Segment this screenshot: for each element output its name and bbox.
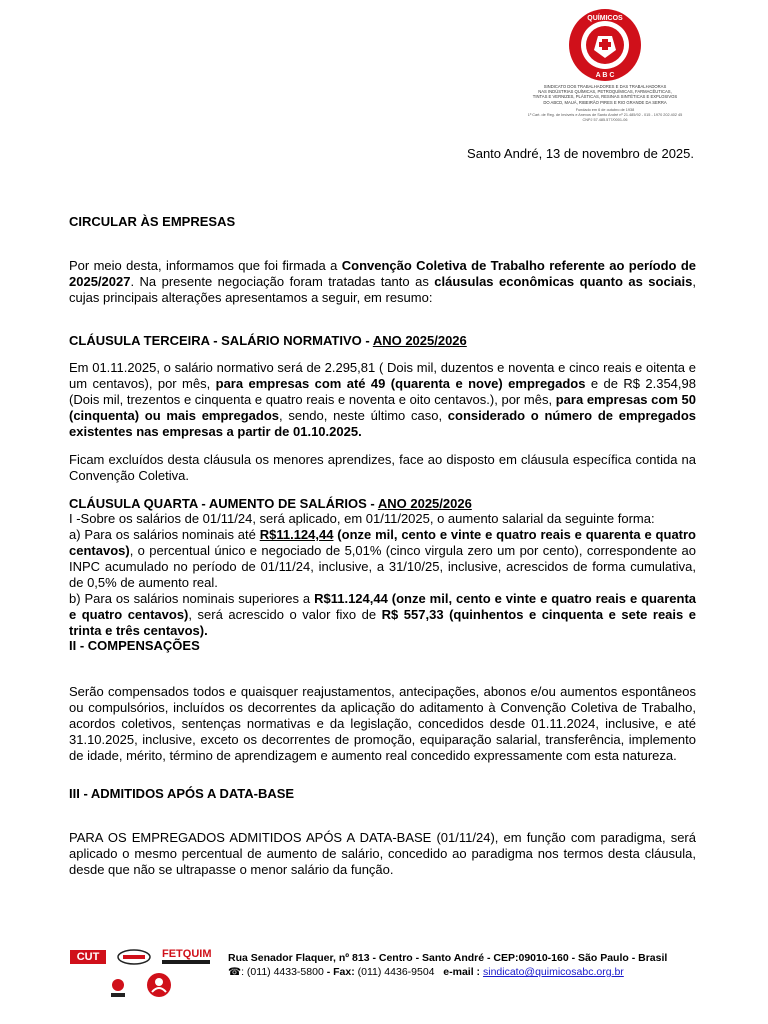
founded-line: Fundado em 6 de outubro de 1938 bbox=[575, 107, 635, 112]
svg-text:A B C: A B C bbox=[595, 72, 615, 79]
cnpj-line: CNPJ 57.485.577/0001-06 bbox=[582, 118, 628, 123]
fax-label: - Fax: bbox=[326, 966, 355, 978]
clause-3-heading: CLÁUSULA TERCEIRA - SALÁRIO NORMATIVO - ANO 2025/2026 bbox=[69, 333, 467, 348]
clause-3-paragraph: Em 01.11.2025, o salário normativo será de 2.295,81 ( Dois mil, duzentos e noventa e cinco reais e oitenta e um centavos), por mês, para empresas com até 49 (quarenta e nove) empregados e de R$ 2.354,98 (Dois mil, trezentos e cinquenta e quatro reais e noventa e oito centavos.), por mês, para empresas com 50 (cinquenta) ou mais empregados, sendo, neste último caso, considerado o número de empregados existentes nas empresas a partir de 01.10.2025. bbox=[69, 360, 697, 439]
clause-4-intro: I -Sobre os salários de 01/11/24, será aplicado, em 01/11/2025, o aumento salarial da seguinte forma: bbox=[69, 511, 655, 526]
footer-address: Rua Senador Flaquer, nº 813 - Centro - Santo André - CEP:09010-160 - São Paulo - Brasil bbox=[228, 952, 668, 964]
fetquim-logo: FETQUIM bbox=[162, 948, 212, 960]
svg-text:QUÍMICOS: QUÍMICOS bbox=[587, 15, 623, 22]
union-name-lines bbox=[520, 84, 690, 123]
email-label: e-mail : bbox=[443, 966, 481, 978]
union-line: SINDICATO DOS TRABALHADORES E DAS TRABALHADORAS bbox=[543, 84, 667, 89]
fetquim-logo-bar bbox=[162, 960, 210, 964]
phone-icon: ☎: bbox=[228, 966, 244, 978]
quimicos-abc-logo bbox=[550, 6, 660, 84]
partner-logo-small bbox=[108, 976, 128, 998]
clause-4-body bbox=[69, 511, 696, 639]
union-line: TINTAS E VERNIZES, PLÁSTICAS, RESINAS SINTÉTICAS E EXPLOSIVOS bbox=[532, 94, 678, 100]
clause-4-item-a: a) Para os salários nominais até R$11.124,44 (onze mil, cento e vinte e quatro reais e quarenta e quatro centavos), o percentual único e negociado de 5,01% (cinco virgula zero um por cento), correspondente ao INPC acumulado no período de 01/11/24, inclusive, a 31/10/25, inclusive, acrescidos de forma cumulativa, de 0,5% de aumento real. bbox=[69, 527, 696, 590]
compensations-paragraph: Serão compensados todos e quaisquer reajustamentos, antecipações, abonos e/ou aumentos espontâneos ou compulsórios, incluídos os decorrentes da aplicação do aditamento à Convenção Coletiva de Trabalho, acordos coletivos, sentenças normativas e da legislação, concedidos desde 01.11.2024, inclusive, e até 31.10.2025, inclusive, exceto os decorrentes de promoção, equiparação salarial, transferência, implemento de idade, mérito, término de aprendizagem e aumento real concedido expressamente com esta natureza. bbox=[69, 684, 696, 763]
intersindical-logo bbox=[116, 948, 152, 966]
clause-3-exclusion: Ficam excluídos desta cláusula os menores aprendizes, face ao disposto em cláusula específica contida na Convenção Coletiva. bbox=[69, 452, 696, 483]
clause-4-heading: CLÁUSULA QUARTA - AUMENTO DE SALÁRIOS - ANO 2025/2026 bbox=[69, 496, 472, 511]
union-logo-block bbox=[520, 6, 690, 130]
union-line: NAS INDÚSTRIAS QUÍMICAS, PETROQUÍMICAS, FARMACÊUTICAS, bbox=[538, 89, 672, 95]
footer-email-link[interactable]: sindicato@quimicosabc.org.br bbox=[482, 966, 624, 978]
hired-after-paragraph: PARA OS EMPREGADOS ADMITIDOS APÓS A DATA-BASE (01/11/24), em função com paradigma, será aplicado o mesmo percentual de aumento de salário, concedido ao paradigma nos termos desta cláusula, desde que não se ultrapasse o menor salário da função. bbox=[69, 830, 696, 877]
footer-contact bbox=[228, 951, 667, 979]
footer-logos bbox=[68, 944, 218, 1004]
footer-phone: (011) 4433-5800 bbox=[246, 966, 324, 978]
document-title: CIRCULAR ÀS EMPRESAS bbox=[69, 214, 236, 229]
partner-logo-round bbox=[146, 972, 172, 998]
footer-contact-line bbox=[228, 965, 667, 979]
union-line: DO ABCD, MAUÁ, RIBEIRÃO PIRES E RIO GRANDE DA SERRA bbox=[543, 99, 667, 105]
registry-line: 1º Cart. de Reg. de Imóveis e Anexos de Santo André nº 21.485/92 - 015 - 1970 202.402 45 bbox=[527, 113, 683, 118]
footer-fax: (011) 4436-9504 bbox=[357, 966, 435, 978]
hired-after-heading: III - ADMITIDOS APÓS A DATA-BASE bbox=[69, 786, 295, 801]
document-date: Santo André, 13 de novembro de 2025. bbox=[467, 146, 694, 161]
compensations-heading: II - COMPENSAÇÕES bbox=[69, 638, 200, 653]
cut-logo: CUT bbox=[70, 950, 106, 964]
clause-4-item-b: b) Para os salários nominais superiores a R$11.124,44 (onze mil, cento e vinte e quatro reais e quarenta e quatro centavos), será acrescido o valor fixo de R$ 557,33 (quinhentos e cinquenta e sete reais e trinta e três centavos). bbox=[69, 591, 697, 638]
intro-paragraph: Por meio desta, informamos que foi firmada a Convenção Coletiva de Trabalho referente ao período de 2025/2027. Na presente negociação foram tratadas tanto as cláusulas econômicas quanto as sociais, cujas principais alterações apresentamos a seguir, em resumo: bbox=[69, 258, 696, 305]
